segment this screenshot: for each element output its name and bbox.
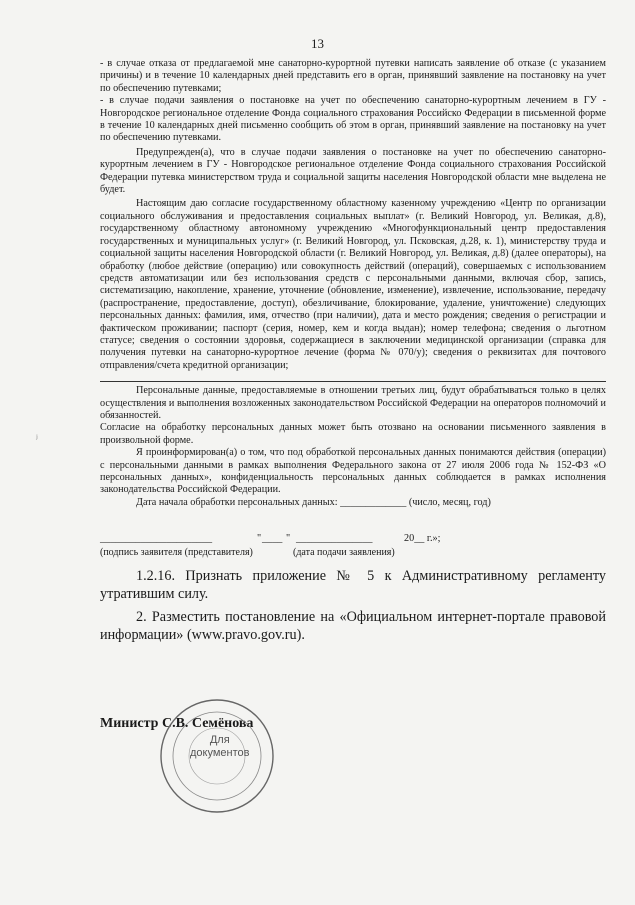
margin-mark: ʲ xyxy=(36,433,38,444)
paragraph-fss-application: - в случае подачи заявления о постановке на учет по обеспечению санаторно-курортным лечением в ГУ - Новгородское региональное отделение Фонда социального страхования Российско Федерации в письменной форме в течение 10 календарных дней письменно сообщить об этом в орган, принявший заявление на постановку на учет по обеспечению путевками. xyxy=(100,95,606,144)
point-1-2-16: 1.2.16. Признать приложение № 5 к Административному регламенту утратившим силу. xyxy=(100,568,606,603)
signature-label-date: (дата подачи заявления) xyxy=(293,547,395,559)
paragraph-warning: Предупрежден(а), что в случае подачи заявления о постановке на учет по обеспечению санаторно-курортным лечением в ГУ - Новгородское региональное отделение Фонда социального страхования Российской Федерации путевка министерством труда и социальной защиты населения Новгородской области мне выделена не будет. xyxy=(100,146,606,196)
document-body xyxy=(100,58,606,644)
quote-close: " xyxy=(286,533,291,545)
stamp-center-text xyxy=(190,734,249,760)
year-field: 20__ г.»; xyxy=(404,533,441,545)
paragraph-revocation: Согласие на обработку персональных данных может быть отозвано на основании письменного заявления в произвольной форме. xyxy=(100,422,606,446)
signature-labels xyxy=(100,547,606,561)
page-number: 13 xyxy=(311,36,324,51)
resolution-points xyxy=(100,567,606,644)
signature-blank: ______________________ xyxy=(100,533,213,545)
quote-open: " xyxy=(257,533,262,545)
date-start-line: Дата начала обработки персональных данных: _____________ (число, месяц, год) xyxy=(136,496,491,508)
paragraph-consent: Настоящим даю согласие государственному областному казенному учреждению «Центр по организации социального обслуживания и предоставления социальных выплат» (г. Великий Новгород, ул. Великая, д.8), государственному областному автономному учреждению «Многофункциональный центр предоставления государственных и муниципальных услуг» (г. Великий Новгород, ул. Псковская, д.28, к. 1), министерству труда и социальной защиты населения Новгородской области (г. Великий Новгород, ул. Великая, д.8) (далее операторы), на обработку (любое действие (операцию) или совокупность действий (операций), совершаемых с использованием средств автоматизации или без использования средств с персональными данными, включая сбор, запись, систематизацию, накопление, хранение, уточнение (обновление, изменение), извлечение, использование, передачу (распространение, предоставление, доступ), обезличивание, блокирование, удаление, уничтожение) следующих персональных данных: фамилия, имя, отчество (при наличии), дата и место рождения; сведения о регистрации и фактическом проживании; паспорт (серия, номер, кем и когда выдан); номер телефона; сведения о льготном статусе; сведения о состоянии здоровья, содержащиеся в заключении медицинской организации (справка для получения путевки на санаторно-курортное лечение (форма № 070/у); сведения о реквизитах для почтового отправления/счета кредитной организации; xyxy=(100,198,606,371)
paragraph-third-parties: Персональные данные, предоставляемые в отношении третьих лиц, будут обрабатываться только в целях осуществления и выполнения возложенных законодательством Российской Федерации на операторов полномочий и обязанностей. xyxy=(100,385,606,421)
blank-rule xyxy=(100,372,606,382)
paragraph-refusal: - в случае отказа от предлагаемой мне санаторно-курортной путевки написать заявление об отказе (с указанием причины) и в течение 10 календарных дней представить его в орган, принявший заявление на постановку на учет по обеспечению путевками; xyxy=(100,58,606,94)
minister-signature: Министр С.В. Семёнова xyxy=(100,716,254,731)
signature-label-applicant: (подпись заявителя (представителя) xyxy=(100,547,253,559)
stamp-line-2: документов xyxy=(190,747,250,759)
day-blank: ____ xyxy=(262,533,283,545)
point-2: 2. Разместить постановление на «Официальном интернет-портале правовой информации» (www.pravo.gov.ru). xyxy=(100,609,606,644)
month-blank: _______________ xyxy=(296,533,373,545)
paragraph-informed: Я проинформирован(а) о том, что под обработкой персональных данных понимаются действия (операции) с персональными данными в рамках выполнения Федерального закона от 27 июля 2006 года № 152-ФЗ «О персональных данных», конфиденциальность персональных данных соблюдается в рамках исполнения законодательства Российской Федерации. xyxy=(100,447,606,496)
signature-date-row xyxy=(100,533,606,547)
stamp-line-1: Для xyxy=(209,734,230,746)
